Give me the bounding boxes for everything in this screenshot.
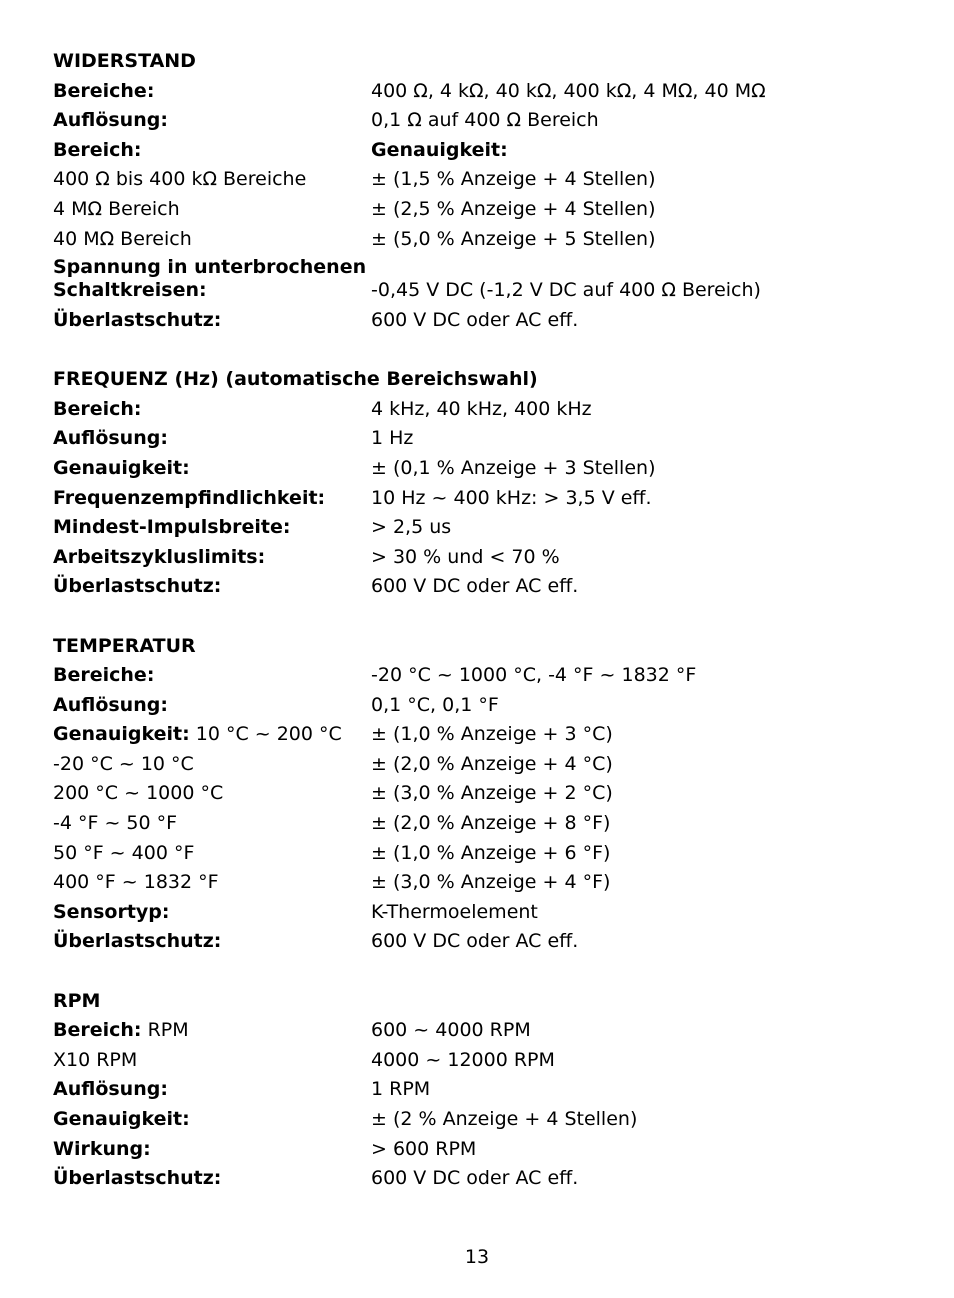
spec-label [53, 225, 371, 255]
spec-label [53, 1016, 371, 1046]
spec-label [53, 424, 371, 454]
spec-label-text: 40 MΩ Bereich [53, 227, 192, 250]
spec-value: 600 V DC oder AC eff. [371, 1167, 579, 1190]
spec-label-text: 400 °F ~ 1832 °F [53, 871, 219, 894]
section-heading-temperatur: TEMPERATUR [53, 634, 196, 657]
spec-label [53, 1135, 371, 1165]
page-number: 13 [464, 1246, 490, 1268]
spec-label-bold: Genauigkeit: [53, 1107, 190, 1130]
spec-row [53, 691, 913, 721]
spec-row [53, 720, 913, 750]
spec-row [53, 750, 913, 780]
spec-label-bold: Überlastschutz: [53, 309, 222, 332]
section-temperatur [53, 632, 913, 958]
spec-row [53, 898, 913, 928]
spec-value: -20 °C ~ 1000 °C, -4 °F ~ 1832 °F [371, 664, 697, 687]
spec-row [53, 927, 913, 957]
spec-row [53, 1075, 913, 1105]
spec-row [53, 1016, 913, 1046]
spec-row-range [53, 225, 913, 255]
spec-label [53, 513, 371, 543]
spec-label [53, 256, 371, 302]
section-rpm [53, 987, 913, 1194]
spec-label-bold: Mindest-Impulsbreite: [53, 516, 291, 539]
spec-label-text: 200 °C ~ 1000 °C [53, 782, 224, 805]
spec-label [53, 77, 371, 107]
spec-value: 600 V DC oder AC eff. [371, 575, 579, 598]
section-heading-widerstand: WIDERSTAND [53, 50, 196, 72]
section-heading-rpm: RPM [53, 989, 101, 1012]
spec-label [53, 543, 371, 573]
spec-label-text: 400 Ω bis 400 kΩ Bereiche [53, 168, 307, 191]
spec-value: 0,1 °C, 0,1 °F [371, 693, 499, 716]
spec-label [53, 395, 371, 425]
spec-value: ± (2,5 % Anzeige + 4 Stellen) [371, 197, 656, 220]
spec-value: > 30 % und < 70 % [371, 545, 560, 568]
spec-value: 600 V DC oder AC eff. [371, 930, 579, 953]
spec-row-overload [53, 306, 913, 336]
spec-row [53, 424, 913, 454]
spec-label [53, 750, 371, 780]
spec-value: ± (5,0 % Anzeige + 5 Stellen) [371, 227, 656, 250]
spec-value: 1 Hz [371, 427, 414, 450]
spec-row [53, 513, 913, 543]
spec-label-bold: Bereiche: [53, 664, 155, 687]
spec-label [53, 195, 371, 225]
spec-value: ± (2,0 % Anzeige + 8 °F) [371, 812, 611, 835]
spec-value: 10 Hz ~ 400 kHz: > 3,5 V eff. [371, 486, 652, 509]
spec-row [53, 395, 913, 425]
spec-label-bold: Überlastschutz: [53, 575, 222, 598]
spec-row-range [53, 195, 913, 225]
spec-label-text: 4 MΩ Bereich [53, 197, 180, 220]
spec-label-bold-line1: Spannung in unterbrochenen [53, 256, 367, 279]
spec-label [53, 898, 371, 928]
spec-value: ± (2 % Anzeige + 4 Stellen) [371, 1107, 638, 1130]
section-heading-frequenz: FREQUENZ (Hz) (automatische Bereichswahl) [53, 368, 538, 391]
spec-value: K-Thermoelement [371, 900, 538, 923]
spec-label-text: X10 RPM [53, 1048, 138, 1071]
spec-row-open-circuit [53, 254, 913, 306]
spec-value: 0,1 Ω auf 400 Ω Bereich [371, 109, 599, 132]
spec-row-bereiche [53, 77, 913, 107]
spec-label [53, 484, 371, 514]
spec-value: ± (3,0 % Anzeige + 2 °C) [371, 782, 613, 805]
spec-row-range [53, 165, 913, 195]
section-frequenz [53, 365, 913, 602]
spec-label [53, 927, 371, 957]
spec-value: 4 kHz, 40 kHz, 400 kHz [371, 397, 592, 420]
spec-row [53, 661, 913, 691]
spec-row [53, 1135, 913, 1165]
spec-value: 4000 ~ 12000 RPM [371, 1048, 555, 1071]
spec-row-bereich-header [53, 136, 913, 166]
spec-label-bold: Auflösung: [53, 693, 168, 716]
spec-label [53, 306, 371, 336]
spec-label-text: 50 °F ~ 400 °F [53, 841, 195, 864]
spec-label-text: -20 °C ~ 10 °C [53, 752, 194, 775]
spec-label-bold: Frequenzempfindlichkeit: [53, 486, 326, 509]
spec-label [53, 106, 371, 136]
spec-value: -0,45 V DC (-1,2 V DC auf 400 Ω Bereich) [371, 279, 761, 302]
spec-page [53, 47, 913, 1223]
spec-row [53, 839, 913, 869]
spec-label-bold: Bereich: [53, 397, 142, 420]
spec-label-bold: Genauigkeit: [53, 723, 190, 746]
spec-value: 1 RPM [371, 1078, 431, 1101]
spec-value: ± (3,0 % Anzeige + 4 °F) [371, 871, 611, 894]
spec-label-text: 10 °C ~ 200 °C [189, 723, 342, 746]
spec-label-bold: Überlastschutz: [53, 930, 222, 953]
spec-label [53, 868, 371, 898]
spec-value: 600 ~ 4000 RPM [371, 1019, 531, 1042]
spec-value: > 2,5 us [371, 516, 452, 539]
section-widerstand [53, 47, 913, 336]
spec-label [53, 809, 371, 839]
spec-value: 400 Ω, 4 kΩ, 40 kΩ, 400 kΩ, 4 MΩ, 40 MΩ [371, 79, 766, 102]
spec-label-bold-line2: Schaltkreisen: [53, 279, 207, 302]
spec-label-bold: Arbeitszykluslimits: [53, 545, 266, 568]
spec-label [53, 839, 371, 869]
spec-row-aufloesung [53, 106, 913, 136]
spec-label-bold: Wirkung: [53, 1137, 151, 1160]
spec-row [53, 868, 913, 898]
spec-label [53, 720, 371, 750]
spec-value-header: Genauigkeit: [371, 138, 508, 161]
spec-label [53, 691, 371, 721]
spec-label [53, 136, 371, 166]
spec-label-text: RPM [141, 1019, 189, 1042]
spec-label-bold: Sensortyp: [53, 900, 170, 923]
spec-label-bold: Genauigkeit: [53, 457, 190, 480]
spec-value: ± (2,0 % Anzeige + 4 °C) [371, 752, 613, 775]
spec-label [53, 779, 371, 809]
spec-label [53, 1105, 371, 1135]
spec-row [53, 1046, 913, 1076]
spec-value: ± (1,5 % Anzeige + 4 Stellen) [371, 168, 656, 191]
spec-value: ± (1,0 % Anzeige + 6 °F) [371, 841, 611, 864]
spec-label-bold: Bereich: [53, 1019, 142, 1042]
spec-label [53, 661, 371, 691]
spec-label-bold: Auflösung: [53, 427, 168, 450]
spec-label-bold: Bereich: [53, 138, 142, 161]
spec-row [53, 809, 913, 839]
spec-row [53, 454, 913, 484]
spec-row [53, 484, 913, 514]
spec-row [53, 779, 913, 809]
spec-label-bold: Auflösung: [53, 1078, 168, 1101]
spec-row [53, 1164, 913, 1194]
spec-label [53, 1075, 371, 1105]
spec-row [53, 543, 913, 573]
spec-row [53, 1105, 913, 1135]
spec-value: ± (0,1 % Anzeige + 3 Stellen) [371, 457, 656, 480]
spec-label [53, 454, 371, 484]
spec-value: 600 V DC oder AC eff. [371, 309, 579, 332]
spec-label [53, 572, 371, 602]
spec-row [53, 572, 913, 602]
spec-label-text: -4 °F ~ 50 °F [53, 812, 178, 835]
spec-value: ± (1,0 % Anzeige + 3 °C) [371, 723, 613, 746]
spec-label-bold: Überlastschutz: [53, 1167, 222, 1190]
spec-label-bold: Auflösung: [53, 109, 168, 132]
spec-label [53, 1046, 371, 1076]
spec-label [53, 1164, 371, 1194]
spec-label-bold: Bereiche: [53, 79, 155, 102]
spec-label [53, 165, 371, 195]
spec-value: > 600 RPM [371, 1137, 477, 1160]
